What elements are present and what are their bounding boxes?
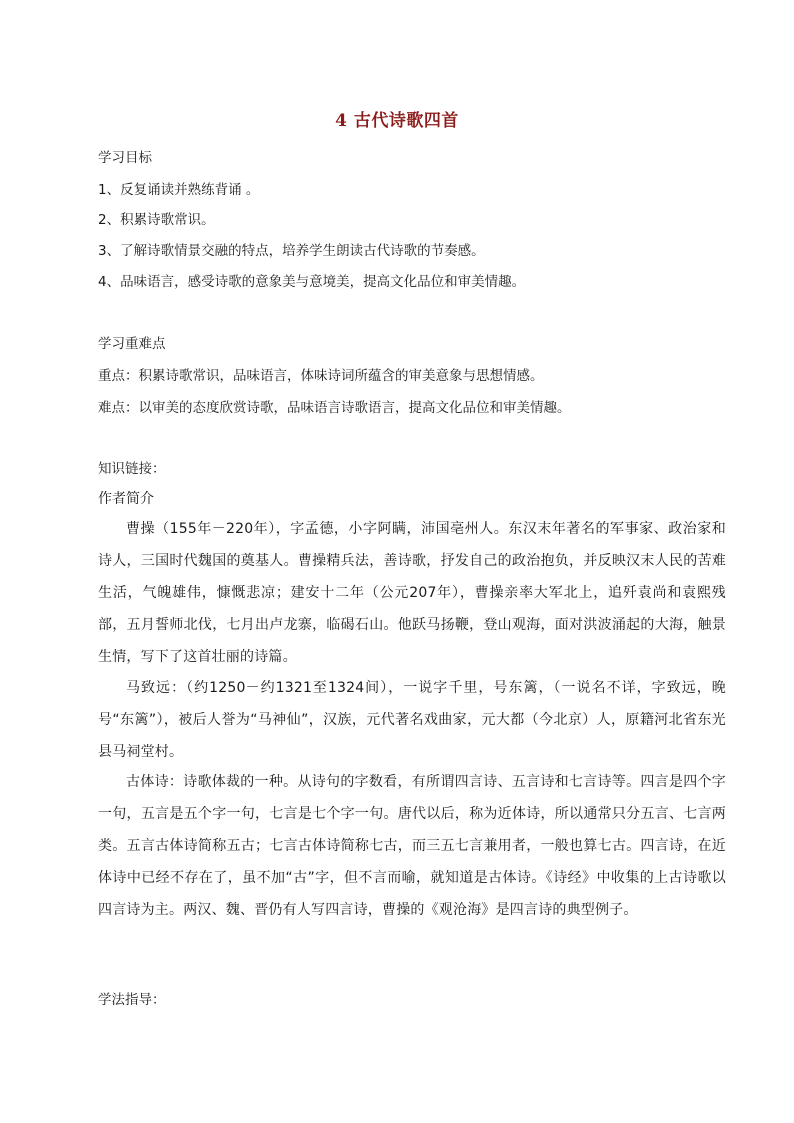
mazhiyuan-paragraph: 马致远：（约1250－约1321至1324间），一说字千里，号东篱，（一说名不详，字致远，晚号“东篱”），被后人誉为“马神仙”，汉族，元代著名戏曲家，元大都（今北京）人，原籍河北省东光县马祠堂村。 [98, 680, 726, 760]
key-point: 重点：积累诗歌常识，品味语言，体味诗词所蕴含的审美意象与思想情感。 [98, 368, 544, 384]
objective-item-3: 3、了解诗歌情景交融的特点，培养学生朗读古代诗歌的节奏感。 [98, 243, 485, 259]
knowledge-heading: 知识链接： [98, 461, 166, 477]
objective-item-4: 4、品味语言，感受诗歌的意象美与意境美，提高文化品位和审美情趣。 [98, 274, 526, 290]
objective-item-1: 1、反复诵读并熟练背诵 。 [98, 182, 260, 198]
page-title: 4 古代诗歌四首 [335, 111, 459, 131]
gutishi-paragraph: 古体诗：诗歌体裁的一种。从诗句的字数看，有所谓四言诗、五言诗和七言诗等。四言是四个字一句，五言是五个字一句，七言是七个字一句。唐代以后，称为近体诗，所以通常只分五言、七言两类。五言古体诗简称五古；七言古体诗简称七古，而三五七言兼用者，一般也算七古。四言诗，在近体诗中已经不存在了，虽不加“古”字，但不言而喻，就知道是古体诗。《诗经》中收集的上古诗歌以四言诗为主。两汉、魏、晋仍有人写四言诗，曹操的《观沧海》是四言诗的典型例子。 [98, 774, 726, 918]
objectives-heading: 学习目标 [98, 150, 152, 166]
author-heading: 作者简介 [98, 491, 154, 507]
caocao-paragraph: 曹操（155年－220年），字孟德，小字阿瞒，沛国亳州人。东汉末年著名的军事家、政治家和诗人，三国时代魏国的奠基人。曹操精兵法，善诗歌，抒发自己的政治抱负，并反映汉末人民的苦难生活，气魄雄伟，慷慨悲凉；建安十二年（公元207年），曹操亲率大军北上，追歼袁尚和袁熙残部，五月誓师北伐，七月出卢龙寨，临碣石山。他跃马扬鞭，登山观海，面对洪波涌起的大海，触景生情，写下了这首壮丽的诗篇。 [98, 521, 726, 665]
difficulty-heading: 学习重难点 [98, 336, 166, 352]
hard-point: 难点：以审美的态度欣赏诗歌，品味语言诗歌语言，提高文化品位和审美情趣。 [98, 400, 571, 416]
method-heading: 学法指导： [98, 992, 166, 1008]
objective-item-2: 2、积累诗歌常识。 [98, 212, 215, 228]
